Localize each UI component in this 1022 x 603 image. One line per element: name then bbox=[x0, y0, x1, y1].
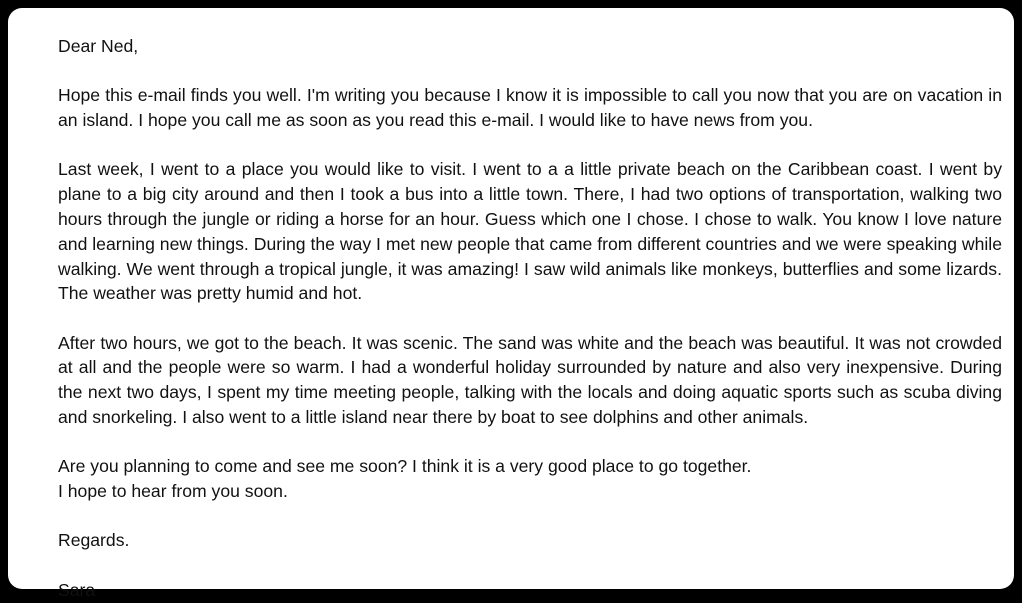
closing-question bbox=[58, 454, 1002, 504]
paragraph-1: Hope this e-mail finds you well. I'm writing you because I know it is impossible to call you now that you are on vacation in an island. I hope you call me as soon as you read this e-mail. I would like to have news from you. bbox=[58, 85, 1002, 131]
document-page bbox=[8, 8, 1014, 600]
signature: Sara bbox=[58, 579, 96, 600]
letter-body bbox=[58, 34, 1002, 603]
closing-question-line-1: Are you planning to come and see me soon? I think it is a very good place to go together. bbox=[58, 456, 752, 477]
salutation: Dear Ned, bbox=[58, 36, 139, 56]
paragraph-3: After two hours, we got to the beach. It was scenic. The sand was white and the beach was beautiful. It was not crowded at all and the people were so warm. I had a wonderful holiday surrounded by nature and also very inexpensive. During the next two days, I spent my time meeting people, talking with the locals and doing aquatic sports such as scuba diving and snorkeling. I also went to a little island near there by boat to see dolphins and other animals. bbox=[58, 332, 1002, 428]
paragraph-2: Last week, I went to a place you would like to visit. I went to a a little private beach on the Caribbean coast. I went by plane to a big city around and then I took a bus into a little town. There, I had two options of transportation, walking two hours through the jungle or riding a horse for an hour. Guess which one I chose. I chose to walk. You know I love nature and learning new things. During the way I met new people that came from different countries and we were speaking while walking. We went through a tropical jungle, it was amazing! I saw wild animals like monkeys, butterflies and some lizards. The weather was pretty humid and hot. bbox=[58, 159, 1002, 304]
sign-off: Regards. bbox=[58, 530, 130, 551]
closing-question-line-2: I hope to hear from you soon. bbox=[58, 481, 288, 502]
